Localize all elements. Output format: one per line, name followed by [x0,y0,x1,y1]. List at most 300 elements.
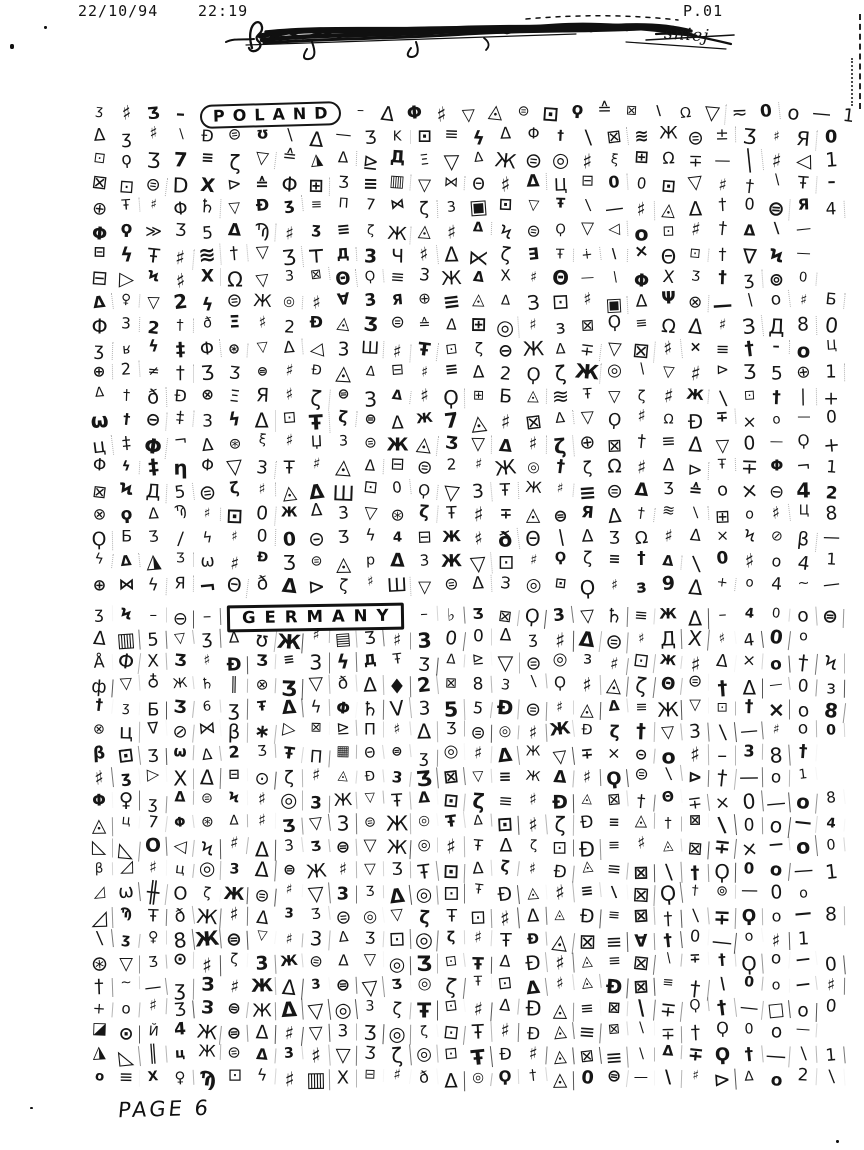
cipher-symbol: Я [580,501,595,522]
cipher-symbol: ◬ [573,701,601,720]
cipher-symbol: ◬ [546,1047,574,1066]
fax-time: 22:19 [198,2,249,20]
cipher-symbol: ⊕ [90,197,109,221]
cipher-symbol: 8 [790,316,818,336]
cipher-symbol: ζ [418,906,431,929]
cipher-symbol: † [691,883,700,899]
cipher-symbol: Φ [139,435,168,459]
poland-label: POLAND [200,101,341,129]
cipher-symbol: 3 [337,339,350,361]
cipher-symbol: ♄ [199,674,215,694]
cipher-symbol: 1 [817,1046,845,1065]
cipher-symbol: ⊡ [492,816,520,836]
cipher-symbol: 0 [762,628,791,650]
cipher-symbol: ▤ [329,631,357,650]
cipher-symbol: × [607,743,621,763]
cipher-symbol: ♯ [257,312,267,332]
cipher-symbol: ◬ [334,454,353,480]
cipher-symbol: ⊜ [221,999,250,1018]
cipher-symbol: 0 [600,173,628,191]
cipher-symbol: K [384,130,411,143]
cipher-symbol: ⊛ [201,812,214,831]
cipher-symbol: ♯ [519,724,547,743]
cipher-symbol: ʒ [113,701,141,716]
cipher-symbol: Ж [654,653,682,669]
cipher-symbol: 2 [410,674,439,696]
cipher-symbol: o [745,575,755,591]
cipher-symbol: – [411,606,439,623]
cipher-symbol: ∓ [681,794,710,814]
cipher-symbol: ⊟ [93,244,106,261]
cipher-symbol: ⊠ [600,999,628,1016]
cipher-symbol: Χ [147,1068,160,1085]
cipher-symbol: ξ [257,432,267,449]
cipher-symbol: Ϟ [221,790,248,806]
cipher-symbol: 4 [817,200,845,218]
cipher-symbol: Ʒ [357,885,384,899]
cipher-symbol: 3 [383,769,412,787]
cipher-symbol: ⊠ [627,884,655,906]
cipher-symbol: Ж [658,606,677,624]
cipher-symbol: Ϙ [518,607,547,629]
cipher-symbol: Д [362,651,378,669]
cipher-symbol: ≡ [573,1022,601,1044]
cipher-symbol: Χ [167,768,194,789]
cipher-symbol: Δ [606,503,623,529]
cipher-symbol: ∼ [113,977,140,991]
cipher-symbol: з [582,648,593,669]
cipher-symbol: ▽ [661,361,676,381]
cipher-symbol: ζ [410,1024,438,1040]
cipher-symbol: Π [357,721,384,737]
cipher-symbol: ♯ [284,223,294,245]
cipher-symbol: Ϟ [769,243,784,268]
cipher-symbol: ♯ [275,1024,304,1046]
cipher-symbol: 2 [172,289,189,314]
cipher-symbol: ▽ [526,197,540,214]
cipher-symbol: Θ [525,527,541,551]
cipher-row [86,359,854,387]
cipher-symbol: Ж [441,267,463,290]
cipher-symbol: Ʒ [411,953,438,974]
cipher-symbol: Ϙ [654,882,683,906]
cipher-symbol: ▽ [302,814,331,834]
cipher-symbol: × [689,338,702,356]
cipher-symbol: Ŧ [113,198,141,214]
cipher-symbol: 2 [146,317,161,339]
cipher-row [86,525,854,553]
cipher-symbol: ⊛ [228,434,242,452]
cipher-symbol: ∓ [579,743,594,763]
cipher-symbol: † [736,1045,764,1064]
cipher-symbol: ▽ [417,175,432,196]
cipher-symbol: ♯ [546,631,573,652]
cipher-symbol: ♯ [311,764,321,786]
cipher-row [86,880,854,909]
cipher-symbol: ♯ [547,700,574,714]
cipher-symbol: Ð [600,977,628,999]
cipher-symbol: ♯ [519,1045,547,1065]
cipher-symbol: ⊜ [139,175,168,196]
cipher-symbol: Ϙ [736,954,764,976]
cipher-symbol: Ш [357,340,385,358]
cipher-symbol: ⊠ [91,481,108,504]
cipher-symbol: Ð [221,656,248,674]
cipher-symbol: o [796,338,812,363]
cipher-symbol: ◎ [465,1070,494,1087]
cipher-symbol: ◎ [411,837,438,852]
cipher-symbol: ∀ [628,933,656,951]
cipher-symbol: ♯ [637,631,646,647]
cipher-symbol: Δ [227,220,243,242]
cipher-symbol: Ϙ [554,550,566,566]
cipher-symbol: ◎ [410,928,438,950]
cipher-symbol: Φ [406,101,424,124]
cipher-symbol: ⊜ [519,701,547,721]
cipher-symbol: Δ [383,885,412,908]
cipher-symbol: — [334,124,353,145]
cipher-symbol: Δ [411,789,439,806]
cipher-symbol: ♯ [248,813,275,830]
cipher-symbol: Θ [220,576,249,598]
cipher-symbol: Ʒ [248,653,276,670]
cipher-symbol: Ϟ [120,603,133,624]
cipher-symbol: ⊞ [470,314,487,336]
cipher-symbol: ◎ [492,316,520,338]
cipher-symbol: Δ [446,314,458,334]
cipher-symbol: 7 [364,194,377,214]
cipher-symbol: 1 [825,457,838,479]
cipher-symbol: ◺ [112,839,141,861]
cipher-symbol: Δ [519,907,547,926]
cipher-symbol: 3 [337,503,350,525]
cipher-symbol: 0 [383,479,412,497]
cipher-symbol: Ŧ [500,930,512,952]
cipher-symbol: Φ [194,339,223,360]
cipher-symbol: † [708,766,737,789]
cipher-symbol: O [173,882,189,905]
cipher-symbol: Ϟ [118,478,135,502]
cipher-symbol: ▽ [147,291,161,312]
cipher-row [86,1041,854,1071]
cipher-symbol: 8 [166,928,195,952]
cipher-symbol: Χ [140,653,168,671]
cipher-symbol: ð [410,1069,438,1087]
cipher-symbol: ♯ [284,384,295,404]
cipher-symbol: ∓ [686,1043,705,1067]
cipher-symbol: Ŧ [465,975,493,989]
cipher-symbol: 0 [635,174,648,193]
cipher-symbol: ⊝ [307,526,326,551]
cipher-symbol: ▽ [254,270,270,292]
cipher-symbol: 2 [283,316,296,338]
cipher-row [86,288,854,317]
cipher-symbol: Δ [194,745,223,763]
cipher-symbol: ≡ [608,815,620,831]
cipher-symbol: ∖ [654,765,683,784]
cipher-symbol: 8 [817,789,846,807]
cipher-symbol: † [167,318,194,333]
cipher-row [86,925,854,955]
cipher-symbol: ♯ [438,836,465,857]
cipher-symbol: ≋ [633,126,649,147]
cipher-symbol: Ϙ [606,409,623,432]
cipher-symbol: ∓ [655,1026,682,1043]
cipher-symbol: × [742,412,758,433]
cipher-symbol: ∓ [573,341,602,361]
cipher-symbol: Ξ [419,151,431,169]
cipher-symbol: Ŧ [410,861,439,884]
cipher-symbol: × [740,836,760,862]
cipher-symbol: ╫ [139,881,168,905]
cipher-symbol: ◎ [384,1025,411,1045]
cipher-symbol: Δ [499,625,513,646]
cipher-symbol: × [715,526,730,545]
cipher-symbol: 0 [281,529,297,552]
cipher-symbol: ʒ [112,769,140,787]
cipher-symbol: ⊜ [282,860,296,879]
cipher-symbol: ♯ [194,955,221,976]
cipher-symbol: ⊕ [795,361,813,384]
cipher-symbol: ▽ [682,698,709,713]
cipher-symbol: ϟ [227,408,243,432]
cipher-symbol: Δ [465,221,493,235]
cipher-symbol: Ʒ [356,629,384,648]
cipher-symbol: ζ [229,478,241,499]
cipher-symbol: Ӡ [146,102,161,123]
cipher-symbol: 4 [796,478,812,503]
cipher-symbol: — [796,245,812,263]
cipher-symbol: Ʒ [356,1023,384,1044]
cipher-symbol: 3 [229,861,241,879]
cipher-symbol: ζ [627,673,656,697]
cipher-symbol: ω [200,550,216,572]
cipher-symbol: ∖ [771,172,782,190]
cipher-symbol: + [823,388,839,410]
cipher-symbol: ≡ [577,479,597,506]
cipher-symbol: — [790,976,819,993]
cipher-symbol: ζ [383,1000,411,1019]
cipher-symbol: o [770,1070,784,1091]
cipher-symbol: Δ [573,628,602,652]
cipher-symbol: Χ [681,628,710,651]
cipher-symbol: ⊡ [417,126,432,147]
cipher-symbol: β [221,722,248,742]
cipher-symbol: ζ [410,504,438,523]
cipher-symbol: — [735,998,764,1020]
cipher-symbol: ⊟ [90,266,109,291]
cipher-symbol: Ð [546,794,573,813]
cipher-symbol: × [633,240,650,263]
cipher-symbol: 2 [499,363,513,386]
cipher-symbol: Φ [633,270,650,292]
cipher-symbol: o [763,978,790,993]
cipher-symbol: ð [255,573,269,596]
cipher-symbol: 3 [418,697,431,720]
cipher-symbol: × [739,477,760,504]
cipher-symbol: ⊕ [92,575,107,595]
cipher-symbol: ♯ [149,197,158,214]
cipher-symbol: ⊡ [226,504,244,528]
cipher-symbol: 6 [194,700,222,715]
cipher-symbol: Ж [546,719,575,739]
cipher-symbol: Χ [661,267,676,289]
cipher-symbol: Ð [525,1023,541,1045]
cipher-symbol: ʒ [310,219,322,238]
cipher-symbol: ≡ [573,882,602,900]
cipher-row [86,625,854,655]
cipher-symbol: ⊜ [390,312,405,333]
cipher-symbol: Б [140,701,167,719]
scan-noise [10,44,14,49]
cipher-symbol: ◬ [334,360,352,385]
cipher-symbol: ∖ [628,1048,655,1062]
cipher-symbol: Χ [199,174,217,198]
cipher-symbol: ⊡ [227,1065,243,1086]
cipher-symbol: ◬ [660,199,677,222]
cipher-symbol: 4 [735,631,764,651]
cipher-symbol: Δ [687,431,704,457]
cipher-symbol: ⊜ [221,931,249,951]
cipher-symbol: Δ [308,127,325,153]
cipher-symbol: Ŧ [473,882,484,898]
cipher-symbol: ʁ [121,340,132,358]
cipher-symbol: Δ [438,1071,465,1091]
cipher-symbol: ⊜ [197,479,218,506]
cipher-symbol: ⊡ [547,839,574,857]
cipher-symbol: † [636,430,647,452]
cipher-symbol: Δ [501,293,511,309]
cipher-symbol: † [789,652,818,675]
cipher-symbol: Ω [606,456,622,478]
cipher-symbol: Ϙ [525,364,541,387]
cipher-symbol: ⊳ [716,360,730,379]
cipher-symbol: ⊜ [336,385,350,403]
cipher-symbol: 2 [113,361,141,379]
cipher-symbol: ≡ [715,339,730,359]
cipher-symbol: ◎ [550,148,570,173]
cipher-symbol: ♯ [229,553,241,576]
cipher-symbol: † [718,194,728,214]
cipher-symbol: Δ [581,526,594,547]
cipher-symbol: ω [89,408,110,434]
cipher-symbol: ⊜ [605,479,623,504]
cipher-symbol: ⊗ [92,503,108,524]
cipher-symbol: 3 [500,676,512,694]
cipher-symbol: Ð [492,698,520,720]
cipher-symbol: Ж [524,477,542,497]
cipher-symbol: Ж [573,359,600,385]
cipher-symbol: ʒ [194,629,222,649]
cipher-symbol: † [221,244,249,263]
cipher-symbol: — [822,527,840,548]
cipher-symbol: ♯ [519,435,546,453]
cipher-symbol: ♯ [636,457,647,480]
cipher-symbol: Δ [94,385,105,402]
cipher-symbol: ≡ [600,860,628,879]
cipher-symbol: ∖ [609,270,620,287]
cipher-symbol: ≡ [441,288,462,315]
cipher-symbol: ◎ [551,649,568,671]
cipher-symbol: ∖ [654,862,682,884]
cipher-symbol: Ӡ [275,246,304,269]
cipher-symbol: Ŧ [546,248,573,262]
cipher-symbol: Δ [744,1069,755,1085]
cipher-symbol: Ж [440,550,463,572]
cipher-symbol: Б [817,290,846,309]
cipher-symbol: ♯ [221,907,248,926]
cipher-symbol: Ŧ [492,482,520,500]
cipher-symbol: 7 [173,148,189,172]
cipher-symbol: Ʒ [608,528,620,549]
cipher-symbol: ♀ [140,930,167,944]
cipher-symbol: 3 [419,551,431,571]
cipher-symbol: ζ [474,339,483,358]
cipher-symbol: ≫ [145,221,163,241]
cipher-symbol: ◮ [309,148,324,170]
cipher-symbol: ζ [553,361,567,387]
cipher-symbol: ζ [529,838,537,854]
cipher-symbol: η [173,456,189,480]
cipher-symbol: Ʒ [362,313,379,336]
cipher-row [86,99,856,127]
cipher-symbol: 8 [816,700,845,723]
cipher-symbol: — [790,1022,818,1038]
cipher-symbol: ⊡ [627,651,656,673]
cipher-symbol: ♄ [357,699,384,719]
cipher-symbol: 0 [817,955,846,976]
cipher-symbol: ∖ [817,1068,845,1087]
cipher-symbol: Ð [524,996,542,1021]
cipher-symbol: ♯ [474,455,484,473]
cipher-symbol: Ϙ [714,1044,731,1067]
cipher-symbol: Ð [578,811,595,834]
cipher-symbol: ♯ [473,502,485,527]
cipher-symbol: Ц [798,503,810,519]
cipher-symbol: ♯ [546,882,575,905]
cipher-symbol: ♯ [546,481,574,497]
cipher-symbol: Ж [681,387,709,404]
cipher-symbol: — [795,218,813,239]
cipher-symbol: Ŧ [709,458,737,472]
cipher-symbol: ∓ [709,408,737,425]
cipher-symbol: Ʒ [438,720,465,736]
cipher-symbol: Ӡ [743,360,757,385]
cipher-symbol: Ŧ [446,503,458,525]
cipher-symbol: Ϟ [147,266,160,286]
cipher-symbol: ʒ [86,605,113,622]
cipher-symbol: ◮ [145,549,163,574]
cipher-symbol: Ϟ [498,222,514,245]
cipher-symbol: Θ [660,244,677,269]
cipher-symbol: Ӡ [363,127,377,150]
cipher-symbol: Δ [194,767,222,789]
cipher-symbol: ∇ [140,720,168,738]
cipher-symbol: ⊟ [390,454,406,475]
cipher-symbol: ♯ [140,997,168,1014]
cipher-symbol: ʒ [121,127,132,150]
cipher-symbol: ≡ [335,218,351,239]
cipher-symbol: Ӡ [472,606,484,623]
cipher-symbol: Ϙ [600,769,629,790]
cipher-symbol: — [580,270,595,287]
cipher-symbol: — [821,573,841,596]
cipher-symbol: ⊡ [92,149,107,167]
cipher-symbol: ▽ [442,479,461,506]
cipher-symbol: ♯ [610,576,619,594]
cipher-symbol: ∀ [335,288,351,309]
cipher-symbol: ⊟ [390,359,405,379]
